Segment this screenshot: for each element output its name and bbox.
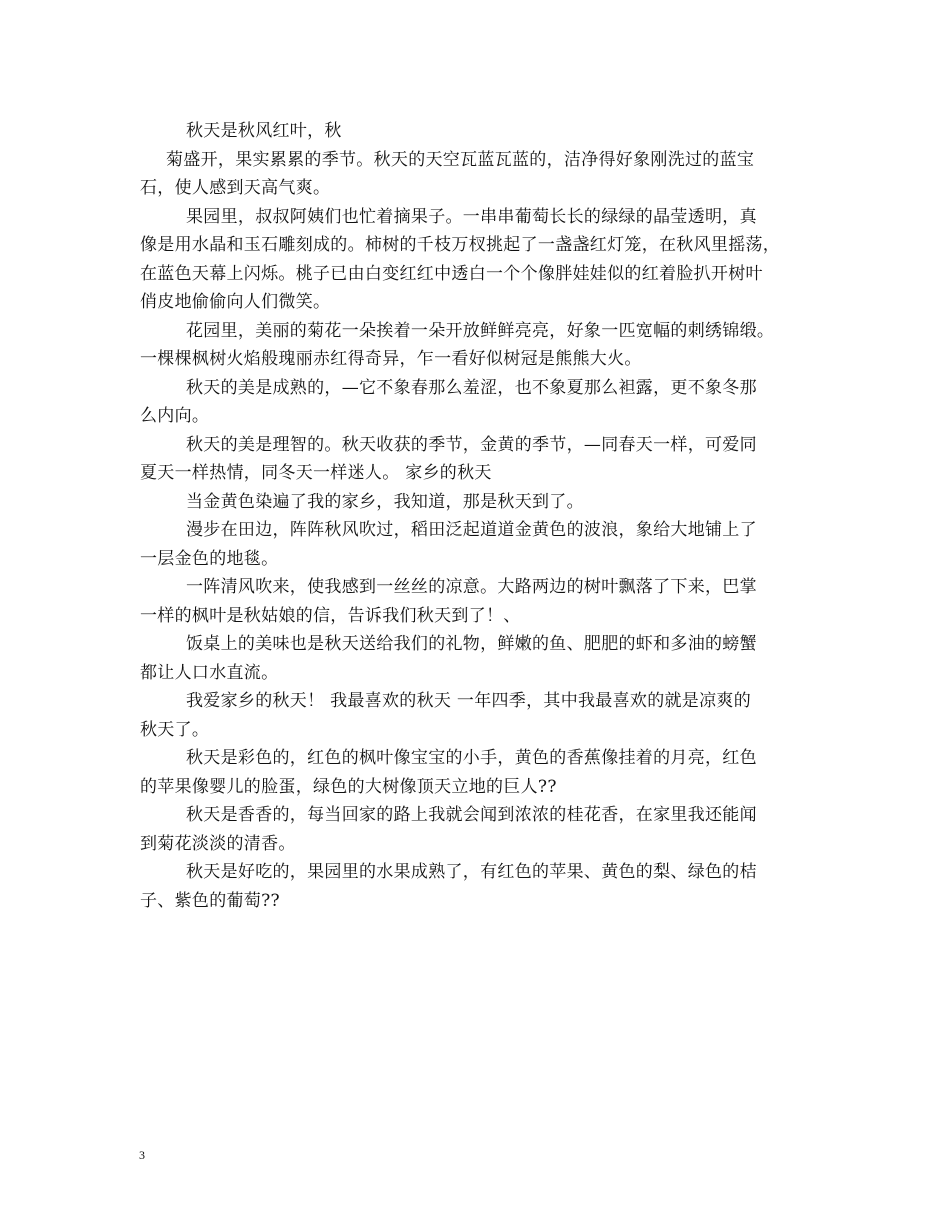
paragraph-line: 秋天的美是成熟的，—它不象春那么羞涩，也不象夏那么袒露，更不象冬那 (186, 377, 757, 398)
paragraph-line: 秋天的美是理智的。秋天收获的季节，金黄的季节，—同春天一样，可爱同 (186, 434, 757, 455)
paragraph-line: 一样的枫叶是秋姑娘的信，告诉我们秋天到了！、 (140, 605, 521, 626)
paragraph-line: 一阵清风吹来，使我感到一丝丝的凉意。大路两边的树叶飘落了下来，巴掌 (186, 577, 757, 597)
paragraph-line: 都让人口水直流。 (140, 662, 279, 683)
paragraph-line: 一棵棵枫树火焰般瑰丽赤红得奇异，乍一看好似树冠是熊熊大火。 (140, 349, 642, 369)
paragraph-line: 菊盛开，果实累累的季节。秋天的天空瓦蓝瓦蓝的，洁净得好象刚洗过的蓝宝 (166, 149, 755, 170)
paragraph-line: 在蓝色天幕上闪烁。桃子已由白变红红中透白一个个像胖娃娃似的红着脸扒开树叶 (140, 263, 763, 284)
paragraph-line: 果园里，叔叔阿姨们也忙着摘果子。一串串葡萄长长的绿绿的晶莹透明，真 (186, 206, 757, 227)
paragraph-line: 到菊花淡淡的清香。 (140, 833, 296, 854)
paragraph-line: 一层金色的地毯。 (140, 548, 279, 569)
paragraph-line: 像是用水晶和玉石雕刻成的。柿树的千枝万杈挑起了一盏盏红灯笼，在秋风里摇荡， (140, 235, 781, 255)
paragraph-line: 俏皮地偷偷向人们微笑。 (140, 292, 331, 312)
body-text (140, 117, 820, 915)
paragraph-line: 的苹果像婴儿的脸蛋，绿色的大树像顶天立地的巨人?? (140, 776, 557, 797)
paragraph-line: 子、紫色的葡萄?? (140, 890, 280, 911)
paragraph-line: 当金黄色染遍了我的家乡，我知道，那是秋天到了。 (186, 491, 584, 512)
paragraph-line: 我爱家乡的秋天！ 我最喜欢的秋天 一年四季，其中我最喜欢的就是凉爽的 (186, 691, 752, 711)
paragraph-line: 秋天了。 (140, 719, 210, 740)
paragraph-line: 秋天是彩色的，红色的枫叶像宝宝的小手，黄色的香蕉像挂着的月亮，红色 (186, 748, 757, 768)
paragraph-line: 饭桌上的美味也是秋天送给我们的礼物，鲜嫩的鱼、肥肥的虾和多油的螃蟹 (186, 634, 757, 654)
paragraph-line: 石，使人感到天高气爽。 (140, 178, 331, 198)
paragraph-line: 秋天是好吃的，果园里的水果成熟了，有红色的苹果、黄色的梨、绿色的桔 (186, 862, 757, 882)
paragraph-line: 漫步在田边，阵阵秋风吹过，稻田泛起道道金黄色的波浪，象给大地铺上了 (186, 520, 757, 540)
paragraph-line: 秋天是秋风红叶，秋 (186, 121, 342, 141)
paragraph-line: 花园里，美丽的菊花一朵挨着一朵开放鲜鲜亮亮，好象一匹宽幅的刺绣锦缎。 (186, 320, 775, 341)
page-number: 3 (139, 1148, 145, 1162)
paragraph-line: 秋天是香香的，每当回家的路上我就会闻到浓浓的桂花香，在家里我还能闻 (186, 805, 757, 825)
paragraph-line: 夏天一样热情，同冬天一样迷人。 家乡的秋天 (140, 463, 492, 483)
paragraph-line: 么内向。 (140, 406, 210, 426)
